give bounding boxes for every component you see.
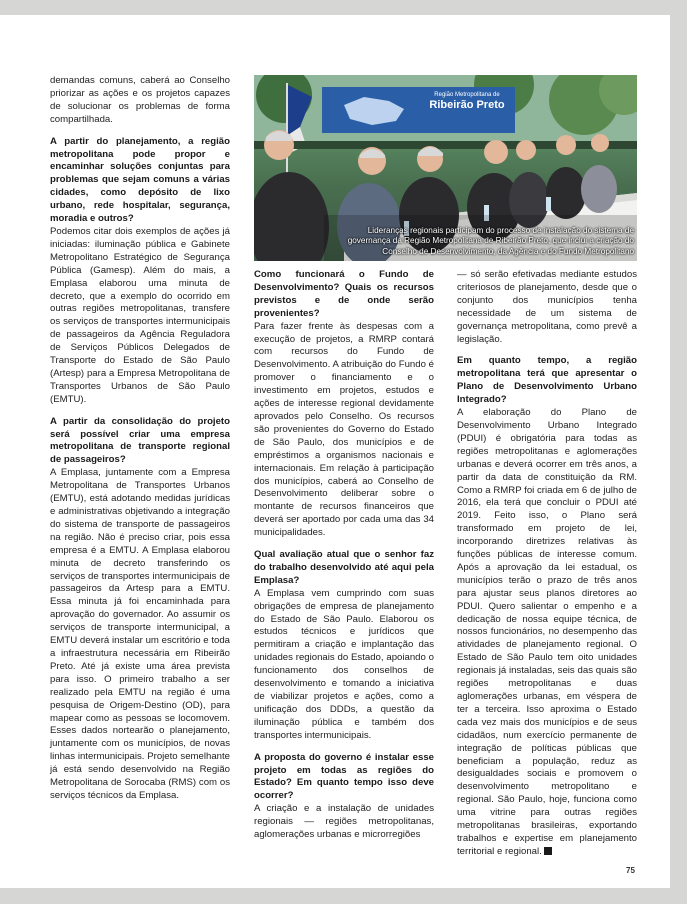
banner-title: Ribeirão Preto: [429, 99, 505, 111]
paragraph: demandas comuns, caberá ao Conselho priorizar as ações e os projetos capazes de solucionar os problemas de forma compartilhada.: [50, 75, 230, 125]
paragraph: Podemos citar dois exemplos de ações já iniciadas: iluminação pública e Gabinete Metropolitano Estratégico de Segurança Pública (Gamesp). Além do mais, a Emplasa elaborou uma minuta de decreto, que a exemplo do ocorrido em outras regiões metropolitanas, transfere os serviços de transportes intermunicipais de passageiros da Agência Reguladora de Serviços Públicos Delegados de Transporte do Estado de São Paulo (Artesp) para a Empresa Metropolitana de Transportes Urbanos de São Paulo (EMTU).: [50, 225, 230, 405]
question-heading: Qual avaliação atual que o senhor faz do trabalho desenvolvido até aqui pela Emplasa?: [254, 549, 434, 586]
paragraph: A Emplasa, juntamente com a Empresa Metropolitana de Transportes Urbanos (EMTU), está adotando medidas jurídicas e administrativas objetivando a integração do sistema de transporte de passageiros na região. Não é preciso criar, pois essa empresa é a EMTU. A Emplasa elaborou minuta de decreto transferindo os serviços de transportes intermunicipais de passageiros da Artesp para a EMTU. Essa minuta já foi encaminhada para aprovação do governador. Ao assumir os serviços de transporte intermunicipal, a EMTU deverá instalar um escritório e toda a infraestrutura necessária em Ribeirão Preto. Até já existe uma área prevista para isso. O primeiro trabalho a ser realizado pela EMTU na região é uma pesquisa de Origem-Destino (OD), para mapear como as pessoas se locomovem. Esses dados nortearão o planejamento, juntamente com os municípios, de novas linhas intermunicipais. Projeto semelhante já está sendo desenvolvido na Região Metropolitana de Sorocaba (RMS) com os serviços técnicos da Emplasa.: [50, 467, 230, 801]
paragraph: — só serão efetivadas mediante estudos criteriosos de planejamento, desde que o conjunto dos municípios tenha necessidade de um sistema de governança metropolitana, como prevê a legislação.: [457, 269, 637, 345]
question-heading: A partir do planejamento, a região metropolitana pode propor e encaminhar soluções conjuntas para problemas que sejam comuns a várias cidades, como depósito de lixo urbano, rede hospitalar, segurança, moradia e outros?: [50, 135, 230, 225]
question-heading: A partir da consolidação do projeto será possível criar uma empresa metropolitana de transporte regional de passageiros?: [50, 415, 230, 466]
page-number: 75: [626, 866, 635, 875]
banner: [426, 92, 508, 111]
question-heading: A proposta do governo é instalar esse projeto em todas as regiões do Estado? Em quanto tempo isso deve ocorrer?: [254, 751, 434, 802]
paragraph: Para fazer frente às despesas com a execução de projetos, a RMRP contará com recursos do Fundo de Desenvolvimento. A atribuição do Fundo é promover o financiamento e o investimento em projetos, estudos e ações de interesse regional devidamente aprovados pelo Conselho. Os recursos são provenientes do Governo do Estado de São Paulo, dos municípios e de empréstimos a organismos nacionais e internacionais. Em relação à participação dos municípios, caberá ao Conselho de Desenvolvimento deliberar sobre o montante de recursos financeiros que deverá ser aportado por cada uma das 34 municipalidades.: [254, 320, 434, 539]
paragraph: A criação e a instalação de unidades regionais — regiões metropolitanas, aglomerações urbanas e microrregiões: [254, 803, 434, 841]
end-of-article-icon: [544, 847, 552, 855]
text-column-2: [254, 269, 434, 842]
banner-subtitle: Região Metropolitana de: [434, 92, 500, 98]
text-column-1: [50, 75, 230, 803]
paragraph-text: A elaboração do Plano de Desenvolvimento Urbano Integrado (PDUI) é obrigatória para todas as regiões metropolitanas e aglomerações urbanas e deverá ocorrer em três anos, a partir da data de constituição da RM. Como a RMRP foi criada em 6 de julho de 2016, ela terá que concluir o PDUI até 2019. Feito isso, o Plano será transformado em projeto de lei, incorporando diretrizes relativas às funções públicas de interesse comum. Após a aprovação da lei estadual, os municípios terão o prazo de três anos para ajustar seus planos diretores ao PDUI. Quero salientar o empenho e a dedicação de nossa equipe técnica, de nossos funcionários, no desempenho das atividades de planejamento regional. O Estado de São Paulo tem oito unidades regionais já instaladas, seis das quais são regiões metropolitanas e duas aglomerações urbanas, em véspera de ter a terceira. Isso aproxima o Estado cada vez mais dos municípios e de seus cidadãos, num exercício permanente de integração de políticas públicas que beneficiam a população, reduz as desigualdades sociais e promovem o desenvolvimento metropolitano e regional. São Paulo, hoje, funciona como uma vitrine para outras regiões metropolitanas brasileiras, exportando trabalhos e expertise em planejamento territorial e regional.: [457, 407, 637, 857]
paragraph: A Emplasa vem cumprindo com suas obrigações de empresa de planejamento do Estado de São Paulo. Elaborou os estudos técnicos e jurídicos que permitiram a criação e implantação das unidades regionais do Estado, apoiando o funcionamento dos conselhos de desenvolvimento e tomando a iniciativa de viabilizar projetos e ações, como a unificação dos DDDs, a questão da iluminação pública e também dos transportes intermunicipais.: [254, 587, 434, 741]
paragraph: [457, 407, 637, 859]
meeting-photo: [254, 75, 637, 261]
question-heading: Como funcionará o Fundo de Desenvolvimento? Quais os recursos previstos e de onde serão provenientes?: [254, 269, 434, 319]
text-column-3: [457, 269, 637, 859]
question-heading: Em quanto tempo, a região metropolitana terá que apresentar o Plano de Desenvolvimento Urbano Integrado?: [457, 355, 637, 406]
photo-caption: Lideranças regionais participam do processo de instalação do sistema de governança da Região Metropolitana de Ribeirão Preto, que inclui a criação do Conselho de Desenvolvimento, da Agência e do Fundo Metropolitano: [347, 226, 634, 256]
